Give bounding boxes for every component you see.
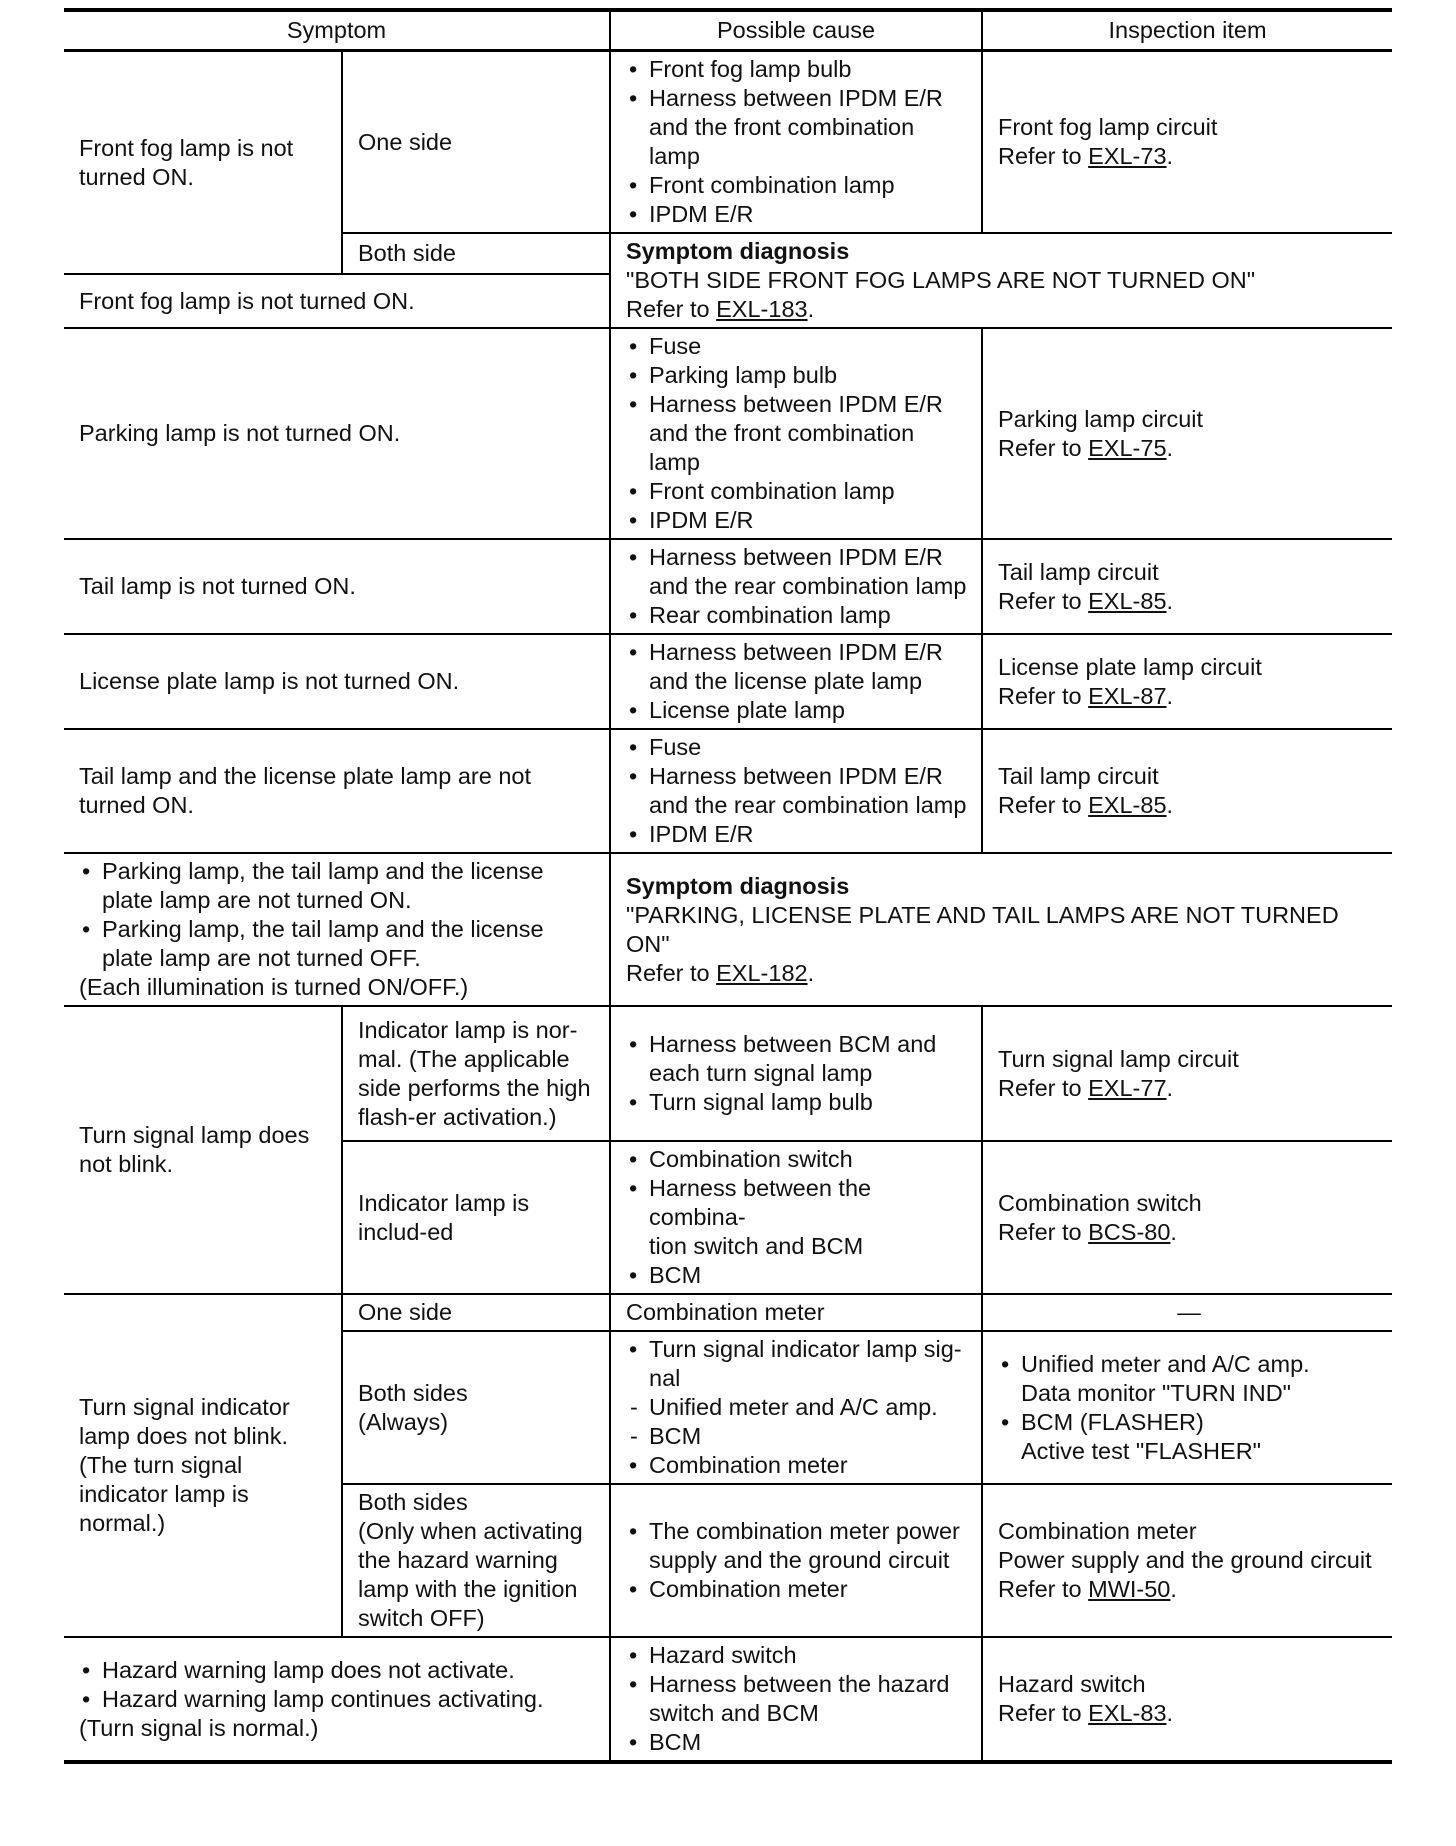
table-row [64,729,1392,853]
list-item: • Parking lamp, the tail lamp and the license plate lamp are not turned ON. [79,857,597,915]
symptom-cell: Front fog lamp is not turned ON. [64,51,342,275]
list-item: • IPDM E/R [626,200,969,229]
list-item: • Fuse [626,332,969,361]
table-row [64,539,1392,634]
list-item: • Front fog lamp bulb [626,55,969,84]
list-item: • Parking lamp, the tail lamp and the license plate lamp are not turned OFF. [79,915,597,973]
cause-cell: Combination meter [610,1294,982,1331]
symptom-cell: Tail lamp is not turned ON. [64,539,610,634]
reference-link[interactable]: EXL-83 [1088,1700,1167,1726]
table-row [64,853,1392,1006]
list-item: • Harness between IPDM E/R and the front combination lamp [626,390,969,477]
list-item: • The combination meter power supply and the ground circuit [626,1517,969,1575]
cause-cell [610,51,982,234]
reference-link[interactable]: EXL-182 [716,959,808,986]
sub-condition-cell: Both side [342,233,610,274]
symptom-cell: • Hazard warning lamp does not activate. • Hazard warning lamp continues activating. (Turn signal is normal.) [64,1637,610,1762]
inspection-cell: Combination meter Power supply and the ground circuit Refer to MWI-50. [982,1484,1392,1637]
symptom-cell: License plate lamp is not turned ON. [64,634,610,729]
list-item: • Harness between IPDM E/R and the front combination lamp [626,84,969,171]
sub-condition-cell: Both sides (Only when activating the hazard warning lamp with the ignition switch OFF) [342,1484,610,1637]
symptom-diagnosis-cell: Symptom diagnosis "PARKING, LICENSE PLATE AND TAIL LAMPS ARE NOT TURNED ON" Refer to EXL-182. [610,853,1392,1006]
list-item: • Front combination lamp [626,171,969,200]
inspection-cell: Tail lamp circuit Refer to EXL-85. [982,539,1392,634]
list-item: • License plate lamp [626,696,969,725]
table-row [64,634,1392,729]
inspection-cell: Combination switch Refer to BCS-80. [982,1141,1392,1294]
sub-condition-cell: One side [342,1294,610,1331]
inspection-cell: Parking lamp circuit Refer to EXL-75. [982,328,1392,539]
reference-link[interactable]: EXL-75 [1088,434,1167,461]
cause-cell [610,729,982,853]
inspection-cell: License plate lamp circuit Refer to EXL-87. [982,634,1392,729]
list-item: • Combination meter [626,1575,969,1604]
header-possible-cause: Possible cause [610,10,982,51]
list-item: • Turn signal lamp bulb [626,1088,969,1117]
table-row [64,328,1392,539]
symptom-cell: Tail lamp and the license plate lamp are not turned ON. [64,729,610,853]
list-item: • BCM (FLASHER) Active test "FLASHER" [998,1408,1380,1466]
table-row [64,1006,1392,1141]
reference-link[interactable]: EXL-183 [716,296,808,322]
list-item: • Combination switch [626,1145,969,1174]
cause-cell [610,634,982,729]
cause-cell [610,328,982,539]
cause-cell [610,1484,982,1637]
list-item: • Hazard warning lamp continues activating. [79,1685,597,1714]
table-row [64,51,1392,234]
symptom-cell: Front fog lamp is not turned ON. [64,274,610,328]
list-item: • Combination meter [626,1451,969,1480]
header-inspection-item: Inspection item [982,10,1392,51]
list-item: - Unified meter and A/C amp. [626,1393,969,1422]
list-item: • Harness between the hazard switch and BCM [626,1670,969,1728]
inspection-cell: — [982,1294,1392,1331]
reference-link[interactable]: EXL-73 [1088,143,1167,169]
list-item: • Hazard warning lamp does not activate. [79,1656,597,1685]
sub-condition-cell: Both sides (Always) [342,1331,610,1484]
list-item: • BCM [626,1728,969,1757]
list-item: • Harness between BCM and each turn signal lamp [626,1030,969,1088]
symptom-cell: • Parking lamp, the tail lamp and the license plate lamp are not turned ON. • Parking lamp, the tail lamp and the license plate lamp are not turned OFF. (Each illumination is turned ON/OFF.) [64,853,610,1006]
list-item: • Front combination lamp [626,477,969,506]
symptom-cell: Parking lamp is not turned ON. [64,328,610,539]
inspection-cell: Front fog lamp circuit Refer to EXL-73. [982,51,1392,234]
header-symptom: Symptom [64,10,610,51]
symptom-cell: Turn signal indicator lamp does not blink. (The turn signal indicator lamp is normal.) [64,1294,342,1637]
list-item: • Unified meter and A/C amp. Data monitor "TURN IND" [998,1350,1380,1408]
table-row [64,1637,1392,1762]
reference-link[interactable]: MWI-50 [1088,1576,1171,1602]
sub-condition-cell: One side [342,51,610,234]
cause-cell [610,1637,982,1762]
list-item: • Harness between IPDM E/R and the rear combination lamp [626,543,969,601]
diagnosis-table [64,8,1392,1764]
list-item: • Harness between IPDM E/R and the rear combination lamp [626,762,969,820]
table-header-row [64,10,1392,51]
list-item: • Hazard switch [626,1641,969,1670]
inspection-cell [982,1331,1392,1484]
symptom-cell: Turn signal lamp does not blink. [64,1006,342,1294]
reference-link[interactable]: EXL-85 [1088,587,1167,614]
reference-link[interactable]: EXL-87 [1088,682,1167,709]
sub-condition-cell: Indicator lamp is includ-ed [342,1141,610,1294]
inspection-cell: Tail lamp circuit Refer to EXL-85. [982,729,1392,853]
list-item: • IPDM E/R [626,820,969,849]
list-item: • Rear combination lamp [626,601,969,630]
cause-cell [610,1331,982,1484]
list-item: • Harness between the combina- tion switch and BCM [626,1174,969,1261]
list-item: • Fuse [626,733,969,762]
list-item: • Parking lamp bulb [626,361,969,390]
list-item: • IPDM E/R [626,506,969,535]
cause-cell [610,1006,982,1141]
sub-condition-cell: Indicator lamp is nor-mal. (The applicable side performs the high flash-er activation.) [342,1006,610,1141]
reference-link[interactable]: EXL-77 [1088,1074,1167,1101]
list-item: • BCM [626,1261,969,1290]
reference-link[interactable]: EXL-85 [1088,792,1167,818]
list-item: • Harness between IPDM E/R and the license plate lamp [626,638,969,696]
reference-link[interactable]: BCS-80 [1088,1218,1171,1245]
list-item: • Turn signal indicator lamp sig- nal [626,1335,969,1393]
cause-cell [610,1141,982,1294]
table-row [64,1294,1392,1331]
inspection-cell: Hazard switch Refer to EXL-83. [982,1637,1392,1762]
symptom-diagnosis-cell: Symptom diagnosis "BOTH SIDE FRONT FOG LAMPS ARE NOT TURNED ON" Refer to EXL-183. [610,233,1392,328]
list-item: - BCM [626,1422,969,1451]
cause-cell [610,539,982,634]
inspection-cell: Turn signal lamp circuit Refer to EXL-77. [982,1006,1392,1141]
